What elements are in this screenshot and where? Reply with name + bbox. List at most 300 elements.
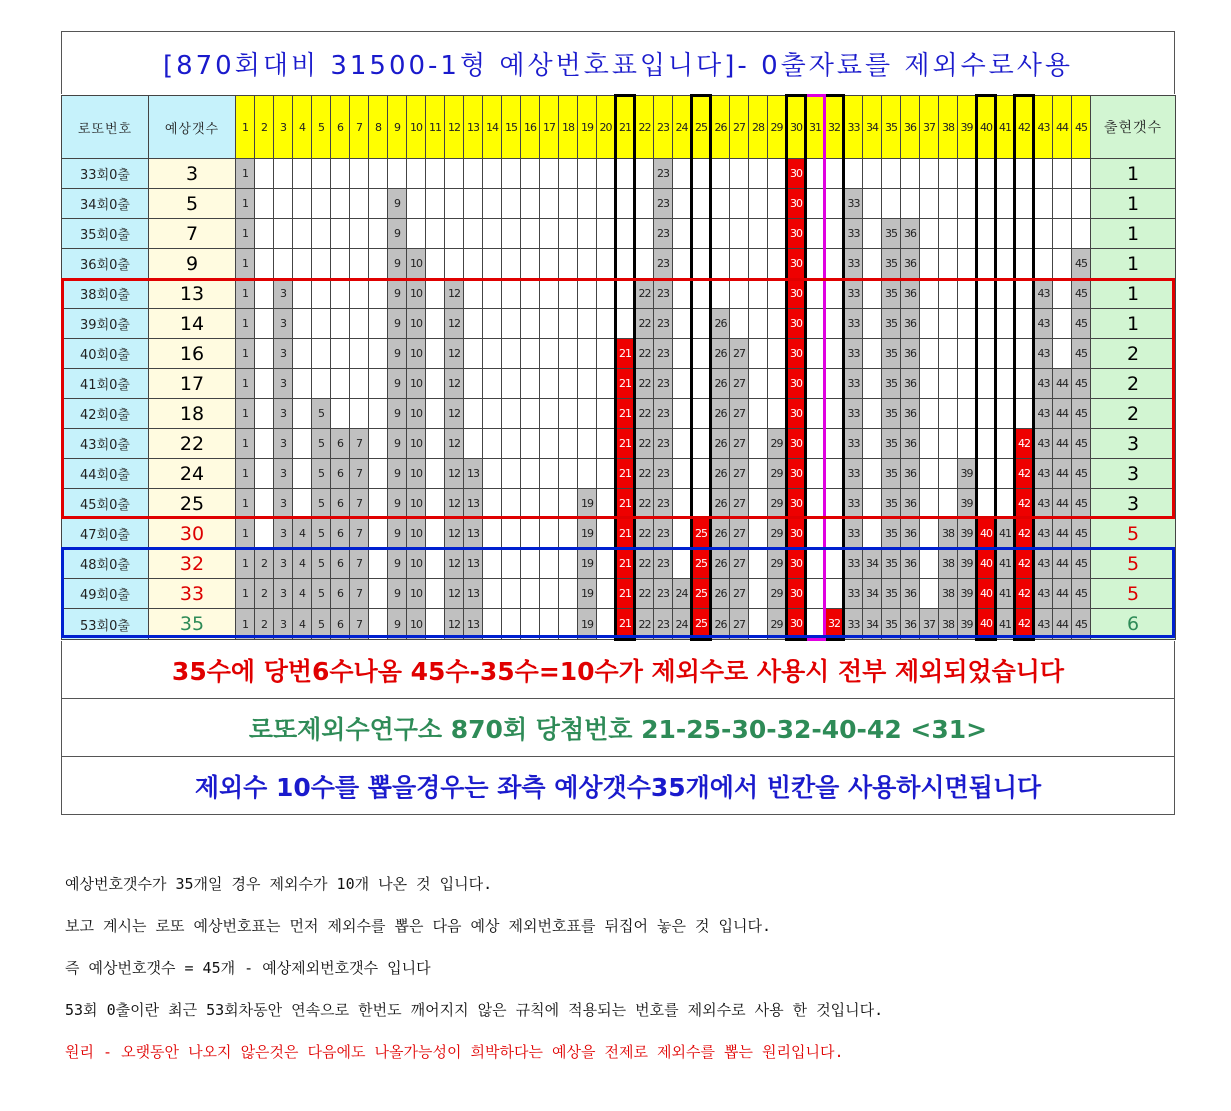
header-number-45: 45: [1072, 96, 1091, 159]
number-cell-39: 39: [958, 489, 977, 519]
number-cell-12: 12: [445, 429, 464, 459]
number-cell-9: 9: [388, 369, 407, 399]
empty-cell-25: [692, 279, 711, 309]
empty-cell-34: [863, 159, 882, 189]
empty-cell-42: [1015, 189, 1034, 219]
number-cell-7: 7: [350, 459, 369, 489]
empty-cell-24: [673, 429, 692, 459]
number-cell-40: 40: [977, 609, 996, 640]
empty-cell-32: [825, 309, 844, 339]
row-label: 49회0출: [62, 579, 149, 609]
empty-cell-35: [882, 159, 901, 189]
empty-cell-18: [559, 459, 578, 489]
empty-cell-16: [521, 249, 540, 279]
number-cell-35: 35: [882, 309, 901, 339]
header-number-35: 35: [882, 96, 901, 159]
number-cell-29: 29: [768, 459, 787, 489]
number-cell-22: 22: [635, 399, 654, 429]
header-number-32: 32: [825, 96, 844, 159]
number-cell-27: 27: [730, 489, 749, 519]
empty-cell-21: [616, 219, 635, 249]
empty-cell-8: [369, 459, 388, 489]
empty-cell-38: [939, 399, 958, 429]
empty-cell-4: [293, 459, 312, 489]
row-hit-count: 1: [1091, 219, 1176, 249]
empty-cell-15: [502, 189, 521, 219]
number-cell-22: 22: [635, 309, 654, 339]
empty-cell-2: [255, 489, 274, 519]
empty-cell-18: [559, 489, 578, 519]
note-line: 보고 계시는 로또 예상번호표는 먼저 제외수를 뽑은 다음 예상 제외번호표를 뒤집어 놓은 것 입니다.: [65, 917, 772, 935]
empty-cell-12: [445, 249, 464, 279]
row-label: 43회0출: [62, 429, 149, 459]
number-cell-5: 5: [312, 399, 331, 429]
empty-cell-4: [293, 189, 312, 219]
note-line: 예상번호갯수가 35개일 경우 제외수가 10개 나온 것 입니다.: [65, 875, 493, 893]
empty-cell-14: [483, 519, 502, 549]
number-cell-1: 1: [236, 249, 255, 279]
number-cell-19: 19: [578, 579, 597, 609]
row-predicted-count: 35: [149, 609, 236, 640]
empty-cell-32: [825, 189, 844, 219]
number-cell-30: 30: [787, 459, 806, 489]
number-cell-9: 9: [388, 429, 407, 459]
empty-cell-16: [521, 189, 540, 219]
empty-cell-29: [768, 279, 787, 309]
header-number-19: 19: [578, 96, 597, 159]
empty-cell-9: [388, 159, 407, 189]
number-cell-3: 3: [274, 369, 293, 399]
empty-cell-7: [350, 219, 369, 249]
number-cell-44: 44: [1053, 609, 1072, 640]
empty-cell-18: [559, 159, 578, 189]
empty-cell-24: [673, 459, 692, 489]
row-hit-count: 3: [1091, 489, 1176, 519]
empty-cell-40: [977, 309, 996, 339]
number-cell-29: 29: [768, 579, 787, 609]
empty-cell-29: [768, 159, 787, 189]
empty-cell-4: [293, 489, 312, 519]
empty-cell-41: [996, 369, 1015, 399]
empty-cell-24: [673, 549, 692, 579]
number-cell-13: 13: [464, 579, 483, 609]
empty-cell-31: [806, 609, 825, 640]
number-cell-45: 45: [1072, 369, 1091, 399]
number-cell-33: 33: [844, 579, 863, 609]
empty-cell-8: [369, 219, 388, 249]
number-cell-45: 45: [1072, 609, 1091, 640]
empty-cell-41: [996, 309, 1015, 339]
empty-cell-42: [1015, 399, 1034, 429]
number-cell-1: 1: [236, 519, 255, 549]
empty-cell-15: [502, 339, 521, 369]
header-number-36: 36: [901, 96, 920, 159]
empty-cell-4: [293, 249, 312, 279]
empty-cell-11: [426, 219, 445, 249]
header-number-14: 14: [483, 96, 502, 159]
empty-cell-2: [255, 189, 274, 219]
empty-cell-33: [844, 159, 863, 189]
empty-cell-17: [540, 579, 559, 609]
number-cell-30: 30: [787, 429, 806, 459]
number-cell-21: 21: [616, 429, 635, 459]
empty-cell-2: [255, 519, 274, 549]
empty-cell-38: [939, 339, 958, 369]
header-number-13: 13: [464, 96, 483, 159]
empty-cell-34: [863, 489, 882, 519]
empty-cell-2: [255, 339, 274, 369]
empty-cell-14: [483, 159, 502, 189]
number-cell-41: 41: [996, 579, 1015, 609]
number-cell-38: 38: [939, 609, 958, 640]
number-cell-43: 43: [1034, 399, 1053, 429]
number-cell-45: 45: [1072, 309, 1091, 339]
empty-cell-40: [977, 189, 996, 219]
number-cell-3: 3: [274, 489, 293, 519]
number-cell-36: 36: [901, 519, 920, 549]
empty-cell-16: [521, 579, 540, 609]
row-label: 53회0출: [62, 609, 149, 640]
number-cell-30: 30: [787, 279, 806, 309]
number-cell-26: 26: [711, 429, 730, 459]
number-cell-2: 2: [255, 549, 274, 579]
number-cell-21: 21: [616, 339, 635, 369]
empty-cell-7: [350, 159, 369, 189]
number-cell-26: 26: [711, 549, 730, 579]
number-cell-3: 3: [274, 459, 293, 489]
number-cell-23: 23: [654, 399, 673, 429]
number-cell-27: 27: [730, 549, 749, 579]
table-row: [62, 339, 1176, 369]
empty-cell-29: [768, 339, 787, 369]
number-cell-23: 23: [654, 579, 673, 609]
empty-cell-17: [540, 279, 559, 309]
empty-cell-4: [293, 309, 312, 339]
empty-cell-24: [673, 309, 692, 339]
empty-cell-27: [730, 219, 749, 249]
empty-cell-5: [312, 369, 331, 399]
empty-cell-34: [863, 519, 882, 549]
empty-cell-34: [863, 189, 882, 219]
empty-cell-19: [578, 249, 597, 279]
empty-cell-31: [806, 309, 825, 339]
empty-cell-18: [559, 369, 578, 399]
empty-cell-37: [920, 399, 939, 429]
empty-cell-7: [350, 279, 369, 309]
row-label: 48회0출: [62, 549, 149, 579]
number-cell-26: 26: [711, 489, 730, 519]
number-cell-5: 5: [312, 519, 331, 549]
empty-cell-18: [559, 519, 578, 549]
empty-cell-21: [616, 189, 635, 219]
empty-cell-22: [635, 189, 654, 219]
header-hit-count: 출현갯수: [1091, 96, 1176, 159]
number-cell-45: 45: [1072, 279, 1091, 309]
number-cell-40: 40: [977, 579, 996, 609]
number-cell-3: 3: [274, 399, 293, 429]
row-predicted-count: 18: [149, 399, 236, 429]
empty-cell-37: [920, 549, 939, 579]
number-cell-1: 1: [236, 429, 255, 459]
number-cell-1: 1: [236, 399, 255, 429]
empty-cell-37: [920, 489, 939, 519]
empty-cell-45: [1072, 219, 1091, 249]
row-label: 36회0출: [62, 249, 149, 279]
empty-cell-40: [977, 249, 996, 279]
row-predicted-count: 7: [149, 219, 236, 249]
empty-cell-38: [939, 369, 958, 399]
empty-cell-6: [331, 159, 350, 189]
empty-cell-4: [293, 399, 312, 429]
number-cell-10: 10: [407, 249, 426, 279]
number-cell-9: 9: [388, 249, 407, 279]
empty-cell-17: [540, 609, 559, 640]
empty-cell-16: [521, 519, 540, 549]
empty-cell-31: [806, 429, 825, 459]
number-cell-29: 29: [768, 609, 787, 640]
empty-cell-38: [939, 309, 958, 339]
empty-cell-19: [578, 429, 597, 459]
number-cell-33: 33: [844, 429, 863, 459]
row-label: 34회0출: [62, 189, 149, 219]
number-cell-22: 22: [635, 489, 654, 519]
empty-cell-42: [1015, 249, 1034, 279]
number-cell-34: 34: [863, 579, 882, 609]
number-cell-27: 27: [730, 609, 749, 640]
empty-cell-27: [730, 249, 749, 279]
number-cell-35: 35: [882, 429, 901, 459]
number-cell-10: 10: [407, 279, 426, 309]
empty-cell-18: [559, 609, 578, 640]
empty-cell-29: [768, 249, 787, 279]
empty-cell-31: [806, 369, 825, 399]
number-cell-45: 45: [1072, 249, 1091, 279]
empty-cell-14: [483, 219, 502, 249]
empty-cell-39: [958, 159, 977, 189]
number-cell-6: 6: [331, 549, 350, 579]
empty-cell-20: [597, 399, 616, 429]
number-cell-35: 35: [882, 519, 901, 549]
number-cell-36: 36: [901, 399, 920, 429]
empty-cell-28: [749, 249, 768, 279]
number-cell-10: 10: [407, 519, 426, 549]
number-cell-1: 1: [236, 219, 255, 249]
empty-cell-19: [578, 339, 597, 369]
empty-cell-8: [369, 279, 388, 309]
empty-cell-38: [939, 249, 958, 279]
number-cell-39: 39: [958, 609, 977, 640]
empty-cell-2: [255, 249, 274, 279]
number-cell-30: 30: [787, 399, 806, 429]
empty-cell-38: [939, 219, 958, 249]
row-predicted-count: 3: [149, 159, 236, 189]
empty-cell-34: [863, 399, 882, 429]
number-cell-26: 26: [711, 399, 730, 429]
number-cell-25: 25: [692, 549, 711, 579]
number-cell-13: 13: [464, 519, 483, 549]
empty-cell-37: [920, 249, 939, 279]
number-cell-45: 45: [1072, 579, 1091, 609]
number-cell-3: 3: [274, 609, 293, 640]
empty-cell-24: [673, 159, 692, 189]
number-cell-21: 21: [616, 579, 635, 609]
number-cell-38: 38: [939, 579, 958, 609]
empty-cell-20: [597, 159, 616, 189]
empty-cell-4: [293, 219, 312, 249]
empty-cell-15: [502, 309, 521, 339]
number-cell-13: 13: [464, 549, 483, 579]
row-label: 33회0출: [62, 159, 149, 189]
number-cell-33: 33: [844, 219, 863, 249]
number-cell-9: 9: [388, 579, 407, 609]
number-cell-45: 45: [1072, 489, 1091, 519]
empty-cell-6: [331, 279, 350, 309]
number-cell-1: 1: [236, 159, 255, 189]
empty-cell-24: [673, 189, 692, 219]
header-number-39: 39: [958, 96, 977, 159]
header-number-21: 21: [616, 96, 635, 159]
number-cell-30: 30: [787, 219, 806, 249]
number-cell-33: 33: [844, 309, 863, 339]
number-cell-19: 19: [578, 609, 597, 640]
empty-cell-41: [996, 399, 1015, 429]
empty-cell-11: [426, 459, 445, 489]
empty-cell-40: [977, 459, 996, 489]
number-cell-34: 34: [863, 609, 882, 640]
number-cell-45: 45: [1072, 339, 1091, 369]
row-predicted-count: 14: [149, 309, 236, 339]
empty-cell-11: [426, 549, 445, 579]
empty-cell-37: [920, 579, 939, 609]
row-hit-count: 3: [1091, 429, 1176, 459]
number-cell-35: 35: [882, 369, 901, 399]
number-cell-1: 1: [236, 549, 255, 579]
empty-cell-8: [369, 249, 388, 279]
number-cell-44: 44: [1053, 549, 1072, 579]
table-row: [62, 369, 1176, 399]
number-cell-12: 12: [445, 489, 464, 519]
empty-cell-8: [369, 579, 388, 609]
table-row: [62, 399, 1176, 429]
empty-cell-28: [749, 609, 768, 640]
number-cell-45: 45: [1072, 459, 1091, 489]
header-number-16: 16: [521, 96, 540, 159]
empty-cell-16: [521, 219, 540, 249]
empty-cell-28: [749, 399, 768, 429]
number-cell-36: 36: [901, 249, 920, 279]
empty-cell-40: [977, 159, 996, 189]
number-cell-3: 3: [274, 579, 293, 609]
empty-cell-17: [540, 309, 559, 339]
header-number-34: 34: [863, 96, 882, 159]
number-cell-36: 36: [901, 489, 920, 519]
empty-cell-40: [977, 339, 996, 369]
number-cell-7: 7: [350, 519, 369, 549]
empty-cell-32: [825, 519, 844, 549]
empty-cell-31: [806, 549, 825, 579]
empty-cell-11: [426, 189, 445, 219]
empty-cell-42: [1015, 279, 1034, 309]
number-cell-44: 44: [1053, 459, 1072, 489]
number-cell-3: 3: [274, 519, 293, 549]
number-cell-35: 35: [882, 219, 901, 249]
empty-cell-17: [540, 519, 559, 549]
empty-cell-15: [502, 609, 521, 640]
empty-cell-4: [293, 369, 312, 399]
empty-cell-19: [578, 309, 597, 339]
number-cell-29: 29: [768, 489, 787, 519]
empty-cell-27: [730, 279, 749, 309]
empty-cell-31: [806, 159, 825, 189]
number-cell-2: 2: [255, 609, 274, 640]
empty-cell-20: [597, 519, 616, 549]
empty-cell-28: [749, 339, 768, 369]
empty-cell-8: [369, 519, 388, 549]
number-cell-27: 27: [730, 339, 749, 369]
empty-cell-15: [502, 519, 521, 549]
number-cell-9: 9: [388, 399, 407, 429]
number-cell-29: 29: [768, 519, 787, 549]
empty-cell-11: [426, 579, 445, 609]
number-cell-12: 12: [445, 369, 464, 399]
number-cell-36: 36: [901, 309, 920, 339]
number-cell-7: 7: [350, 429, 369, 459]
number-cell-23: 23: [654, 219, 673, 249]
number-cell-12: 12: [445, 399, 464, 429]
table-row: [62, 279, 1176, 309]
empty-cell-12: [445, 219, 464, 249]
empty-cell-11: [426, 519, 445, 549]
header-number-30: 30: [787, 96, 806, 159]
number-cell-7: 7: [350, 579, 369, 609]
empty-cell-5: [312, 279, 331, 309]
empty-cell-13: [464, 279, 483, 309]
empty-cell-42: [1015, 309, 1034, 339]
number-cell-19: 19: [578, 549, 597, 579]
empty-cell-17: [540, 399, 559, 429]
empty-cell-24: [673, 249, 692, 279]
header-number-10: 10: [407, 96, 426, 159]
number-cell-33: 33: [844, 189, 863, 219]
empty-cell-20: [597, 369, 616, 399]
empty-cell-39: [958, 249, 977, 279]
empty-cell-18: [559, 279, 578, 309]
empty-cell-28: [749, 219, 768, 249]
empty-cell-25: [692, 369, 711, 399]
number-cell-6: 6: [331, 579, 350, 609]
number-cell-30: 30: [787, 369, 806, 399]
number-cell-42: 42: [1015, 459, 1034, 489]
table-row: [62, 609, 1176, 640]
number-cell-35: 35: [882, 489, 901, 519]
empty-cell-38: [939, 279, 958, 309]
row-predicted-count: 25: [149, 489, 236, 519]
empty-cell-15: [502, 579, 521, 609]
empty-cell-14: [483, 189, 502, 219]
number-cell-9: 9: [388, 609, 407, 640]
empty-cell-38: [939, 459, 958, 489]
row-label: 45회0출: [62, 489, 149, 519]
number-cell-30: 30: [787, 189, 806, 219]
number-cell-35: 35: [882, 549, 901, 579]
number-cell-32: 32: [825, 609, 844, 640]
number-cell-22: 22: [635, 519, 654, 549]
empty-cell-26: [711, 159, 730, 189]
number-cell-5: 5: [312, 459, 331, 489]
empty-cell-36: [901, 159, 920, 189]
number-cell-23: 23: [654, 459, 673, 489]
row-label: 42회0출: [62, 399, 149, 429]
